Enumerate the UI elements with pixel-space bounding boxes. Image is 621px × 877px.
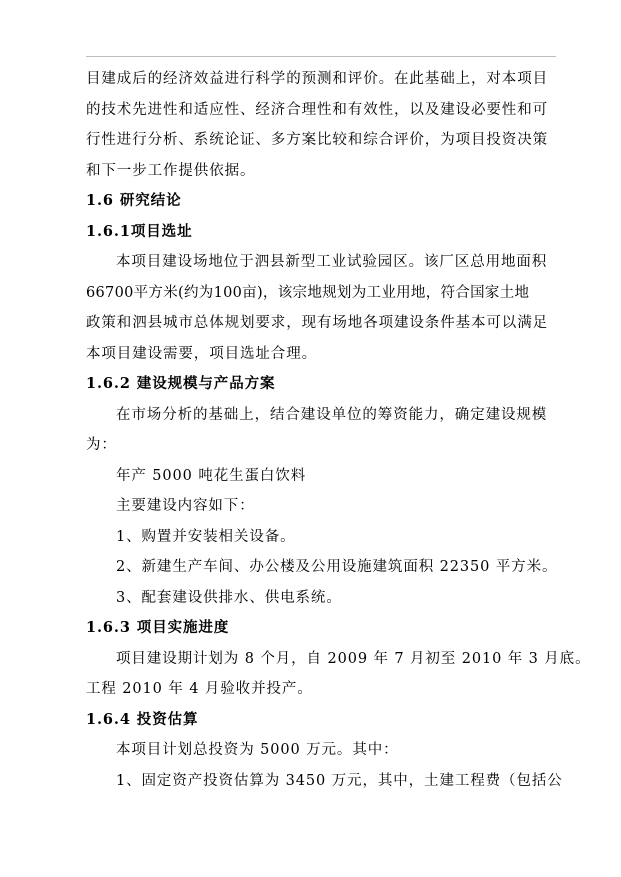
section-heading-1-6-2: 1.6.2 建设规模与产品方案 (86, 375, 276, 392)
schedule-paragraph (86, 644, 591, 705)
text-line: 行性进行分析、系统论证、多方案比较和综合评价，为项目投资决策 (86, 132, 548, 148)
text-line: 66700平方米(约为100亩)，该宗地规划为工业用地，符合国家土地 (86, 284, 530, 301)
text-line: 在市场分析的基础上，结合建设单位的筹资能力，确定建设规模 (116, 406, 548, 423)
section-heading-1-6: 1.6 研究结论 (86, 192, 182, 209)
main-content-line: 主要建设内容如下： (116, 498, 255, 514)
document-body (86, 64, 591, 796)
text-line: 本项目建设场地位于泗县新型工业试验园区。该厂区总用地面积 (116, 254, 548, 270)
header-rule (86, 56, 556, 57)
site-paragraph (86, 247, 562, 369)
text-line: 项目建设期计划为 8 个月，自 2009 年 7 月初至 2010 年 3 月底。 (116, 650, 591, 667)
text-line: 的技术先进性和适应性、经济合理性和有效性，以及建设必要性和可 (86, 101, 548, 118)
text-line: 和下一步工作提供依据。 (86, 162, 256, 179)
invest-paragraph (86, 735, 562, 796)
list-item: 3、配套建设供排水、供电系统。 (116, 589, 342, 606)
text-line: 本项目建设需要，项目选址合理。 (86, 345, 317, 362)
intro-paragraph (86, 64, 562, 186)
product-line: 年产 5000 吨花生蛋白饮料 (116, 467, 307, 484)
section-heading-1-6-4: 1.6.4 投资估算 (86, 710, 199, 728)
text-line: 目建成后的经济效益进行科学的预测和评价。在此基础上，对本项目 (86, 71, 548, 87)
section-heading-1-6-3: 1.6.3 项目实施进度 (86, 619, 230, 636)
text-line: 工程 2010 年 4 月验收并投产。 (86, 681, 313, 697)
text-line: 政策和泗县城市总体规划要求，现有场地各项建设条件基本可以满足 (86, 315, 548, 331)
list-item: 1、购置并安装相关设备。 (116, 528, 296, 545)
text-line: 本项目计划总投资为 5000 万元。其中： (116, 742, 399, 758)
section-heading-1-6-1: 1.6.1项目选址 (86, 222, 193, 240)
text-line: 为： (86, 437, 117, 453)
text-line: 1、固定资产投资估算为 3450 万元，其中，土建工程费（包括公 (116, 772, 563, 789)
scale-paragraph (86, 400, 562, 461)
list-item: 2、新建生产车间、办公楼及公用设施建筑面积 22350 平方米。 (116, 559, 558, 575)
